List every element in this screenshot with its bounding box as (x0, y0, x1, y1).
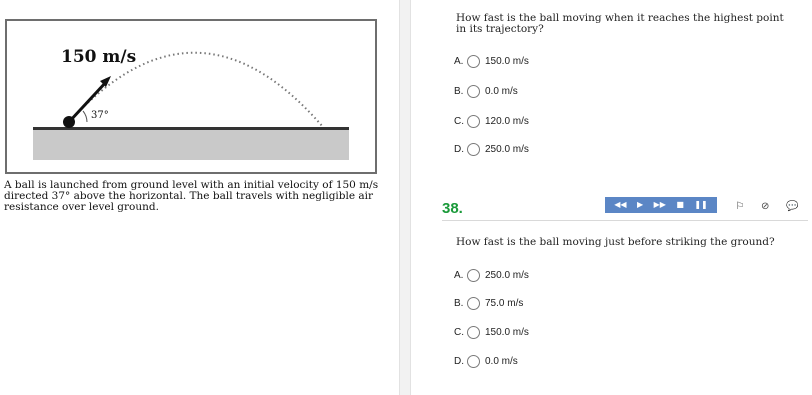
radio-button[interactable] (467, 355, 480, 368)
choice-letter: C. (454, 326, 464, 338)
prev-choice-d[interactable] (454, 141, 529, 157)
radio-button[interactable] (467, 55, 480, 68)
choice-letter: C. (454, 115, 464, 127)
radio-button[interactable] (467, 326, 480, 339)
projectile-figure (5, 19, 377, 174)
choice-value: 250.0 m/s (485, 143, 529, 155)
choice-letter: B. (454, 85, 464, 97)
choice-value: 120.0 m/s (485, 115, 529, 127)
radio-button[interactable] (467, 269, 480, 282)
prev-choice-c[interactable] (454, 113, 529, 129)
choice-c[interactable] (454, 324, 529, 340)
choice-value: 150.0 m/s (485, 55, 529, 67)
choice-b[interactable] (454, 295, 523, 311)
choice-a[interactable] (454, 267, 529, 283)
prev-choice-b[interactable] (454, 83, 518, 99)
choice-value: 75.0 m/s (485, 297, 524, 309)
audio-toolbar (605, 197, 717, 213)
speed-label: 150 m/s (61, 47, 137, 67)
problem-description: A ball is launched from ground level with an initial velocity of 150 m/s directed 37° above the horizontal. The ball travels with negligible air resistance over level ground. (4, 179, 379, 213)
radio-button[interactable] (467, 85, 480, 98)
choice-letter: D. (454, 355, 464, 367)
projectile-diagram (7, 21, 375, 172)
choice-value: 0.0 m/s (485, 355, 518, 367)
choice-letter: B. (454, 297, 464, 309)
question-divider (442, 220, 808, 221)
comment-icon[interactable]: 💬 (786, 200, 799, 212)
ground-shade (33, 130, 349, 160)
flag-icon[interactable]: ⚐ (735, 200, 745, 212)
question-tools (727, 198, 807, 214)
radio-button[interactable] (467, 297, 480, 310)
choice-d[interactable] (454, 353, 518, 369)
ball (63, 116, 75, 128)
angle-arc (83, 111, 87, 122)
strike-icon[interactable]: ⊘ (761, 200, 770, 212)
angle-label: 37° (91, 110, 109, 121)
choice-letter: A. (454, 269, 464, 281)
pause-icon[interactable]: ❚❚ (694, 200, 708, 209)
ground-line (33, 127, 349, 130)
choice-letter: A. (454, 55, 464, 67)
choice-value: 250.0 m/s (485, 269, 529, 281)
choice-letter: D. (454, 143, 464, 155)
left-panel (0, 0, 399, 395)
question-number: 38. (442, 200, 463, 217)
fast-forward-icon[interactable]: ▶▶ (653, 200, 666, 209)
panel-divider[interactable] (399, 0, 411, 395)
prev-choice-a[interactable] (454, 53, 529, 69)
previous-question-text: How fast is the ball moving when it reaches the highest point in its trajectory? (456, 12, 784, 35)
current-question-text: How fast is the ball moving just before striking the ground? (456, 236, 775, 248)
choice-value: 0.0 m/s (485, 85, 518, 97)
rewind-icon[interactable]: ◀◀ (614, 200, 627, 209)
choice-value: 150.0 m/s (485, 326, 529, 338)
stop-icon[interactable]: ■ (676, 200, 684, 209)
play-icon[interactable]: ▶ (636, 200, 644, 209)
right-panel (411, 0, 812, 395)
radio-button[interactable] (467, 115, 480, 128)
radio-button[interactable] (467, 143, 480, 156)
